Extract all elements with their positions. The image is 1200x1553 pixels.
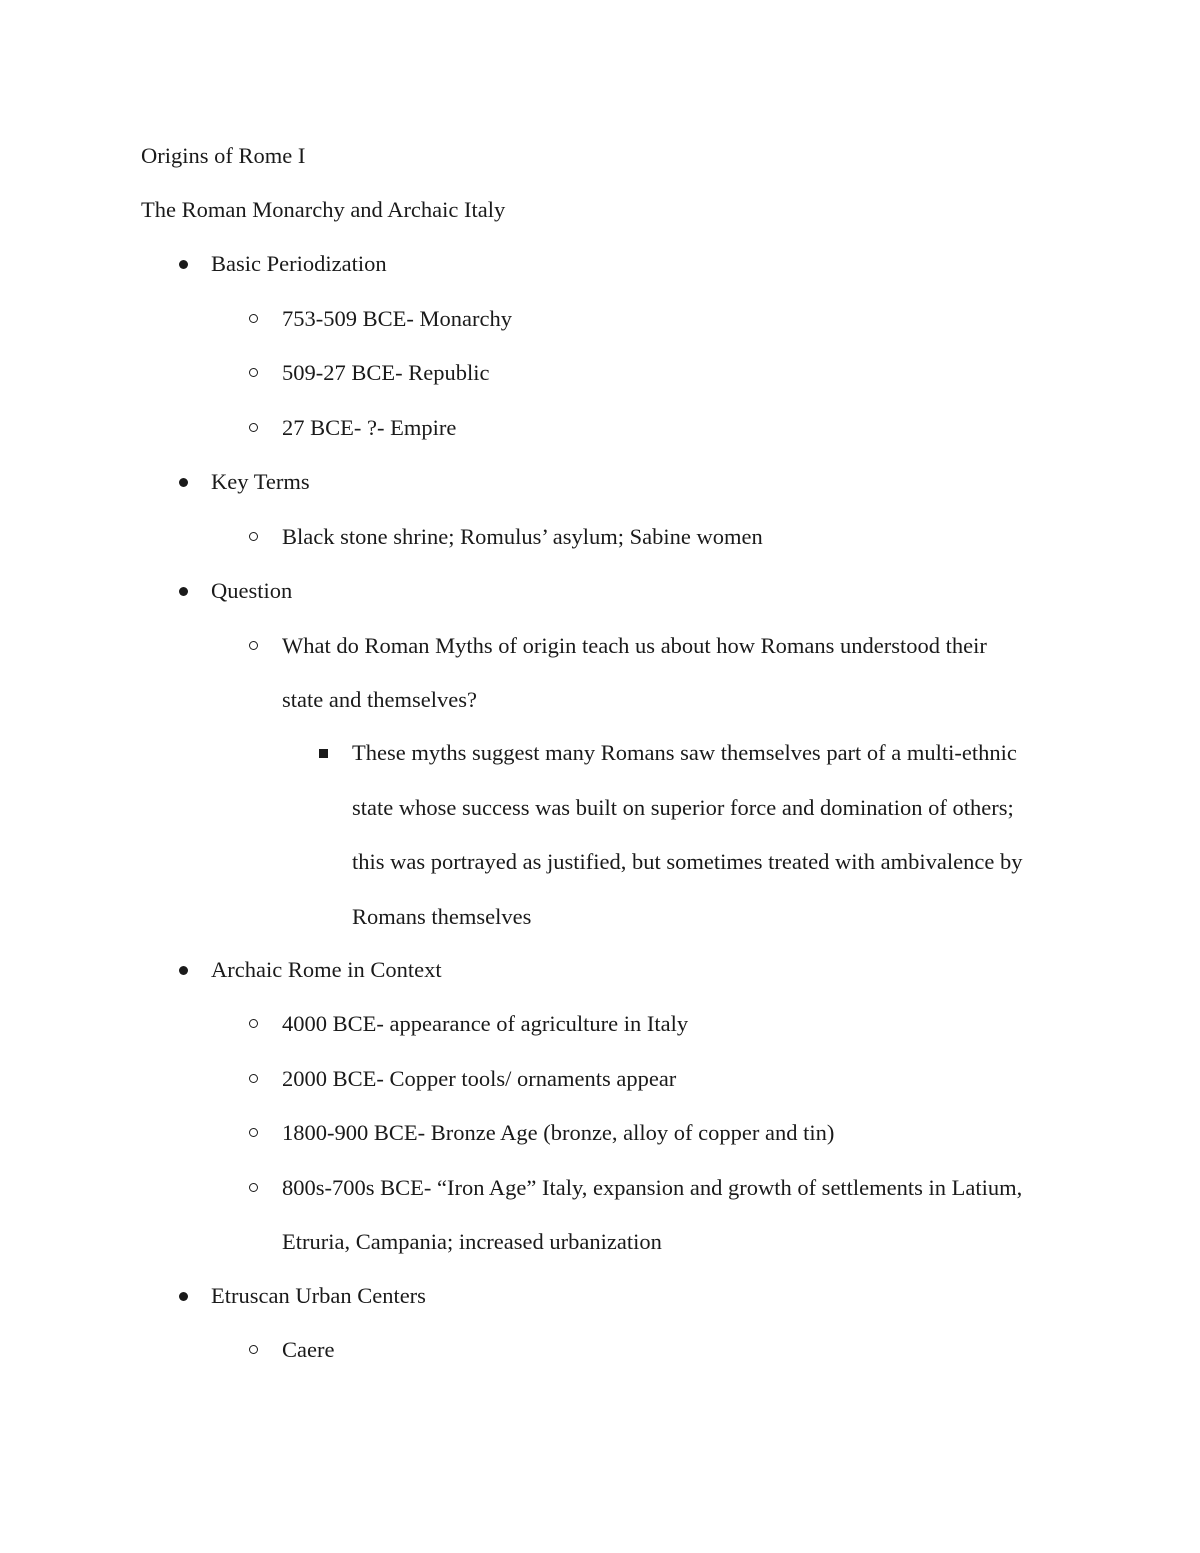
- disc-bullet-icon: [179, 260, 188, 269]
- list-item: Caere: [282, 1337, 335, 1362]
- document-title: Origins of Rome I: [141, 143, 306, 168]
- section-heading: Question: [211, 578, 293, 603]
- list-item: 800s-700s BCE- “Iron Age” Italy, expansion and growth of settlements in Latium,: [282, 1175, 1023, 1200]
- disc-bullet-icon: [179, 966, 188, 975]
- list-item: 2000 BCE- Copper tools/ ornaments appear: [282, 1066, 677, 1091]
- circle-bullet-icon: [249, 368, 258, 377]
- list-item: 27 BCE- ?- Empire: [282, 415, 457, 440]
- disc-bullet-icon: [179, 587, 188, 596]
- circle-bullet-icon: [249, 1345, 258, 1354]
- section-heading: Key Terms: [211, 469, 310, 494]
- list-item: 753-509 BCE- Monarchy: [282, 306, 512, 331]
- circle-bullet-icon: [249, 1183, 258, 1192]
- square-bullet-icon: [319, 749, 328, 758]
- document-subtitle: The Roman Monarchy and Archaic Italy: [141, 197, 506, 222]
- circle-bullet-icon: [249, 641, 258, 650]
- circle-bullet-icon: [249, 1128, 258, 1137]
- list-item-continuation: Romans themselves: [352, 904, 532, 929]
- disc-bullet-icon: [179, 478, 188, 487]
- section-heading: Archaic Rome in Context: [211, 957, 442, 982]
- list-item-continuation: Etruria, Campania; increased urbanization: [282, 1229, 662, 1254]
- circle-bullet-icon: [249, 532, 258, 541]
- section-heading: Basic Periodization: [211, 251, 387, 276]
- circle-bullet-icon: [249, 423, 258, 432]
- circle-bullet-icon: [249, 314, 258, 323]
- circle-bullet-icon: [249, 1074, 258, 1083]
- disc-bullet-icon: [179, 1292, 188, 1301]
- list-item: 509-27 BCE- Republic: [282, 360, 490, 385]
- list-item: 1800-900 BCE- Bronze Age (bronze, alloy of copper and tin): [282, 1120, 835, 1145]
- circle-bullet-icon: [249, 1019, 258, 1028]
- list-item-continuation: state whose success was built on superior force and domination of others;: [352, 795, 1014, 820]
- list-item: What do Roman Myths of origin teach us about how Romans understood their: [282, 633, 987, 658]
- list-item-continuation: this was portrayed as justified, but sometimes treated with ambivalence by: [352, 849, 1023, 874]
- list-item: 4000 BCE- appearance of agriculture in Italy: [282, 1011, 689, 1036]
- list-item-continuation: state and themselves?: [282, 687, 477, 712]
- list-item: These myths suggest many Romans saw themselves part of a multi-ethnic: [352, 740, 1017, 765]
- section-heading: Etruscan Urban Centers: [211, 1283, 426, 1308]
- list-item: Black stone shrine; Romulus’ asylum; Sabine women: [282, 524, 763, 549]
